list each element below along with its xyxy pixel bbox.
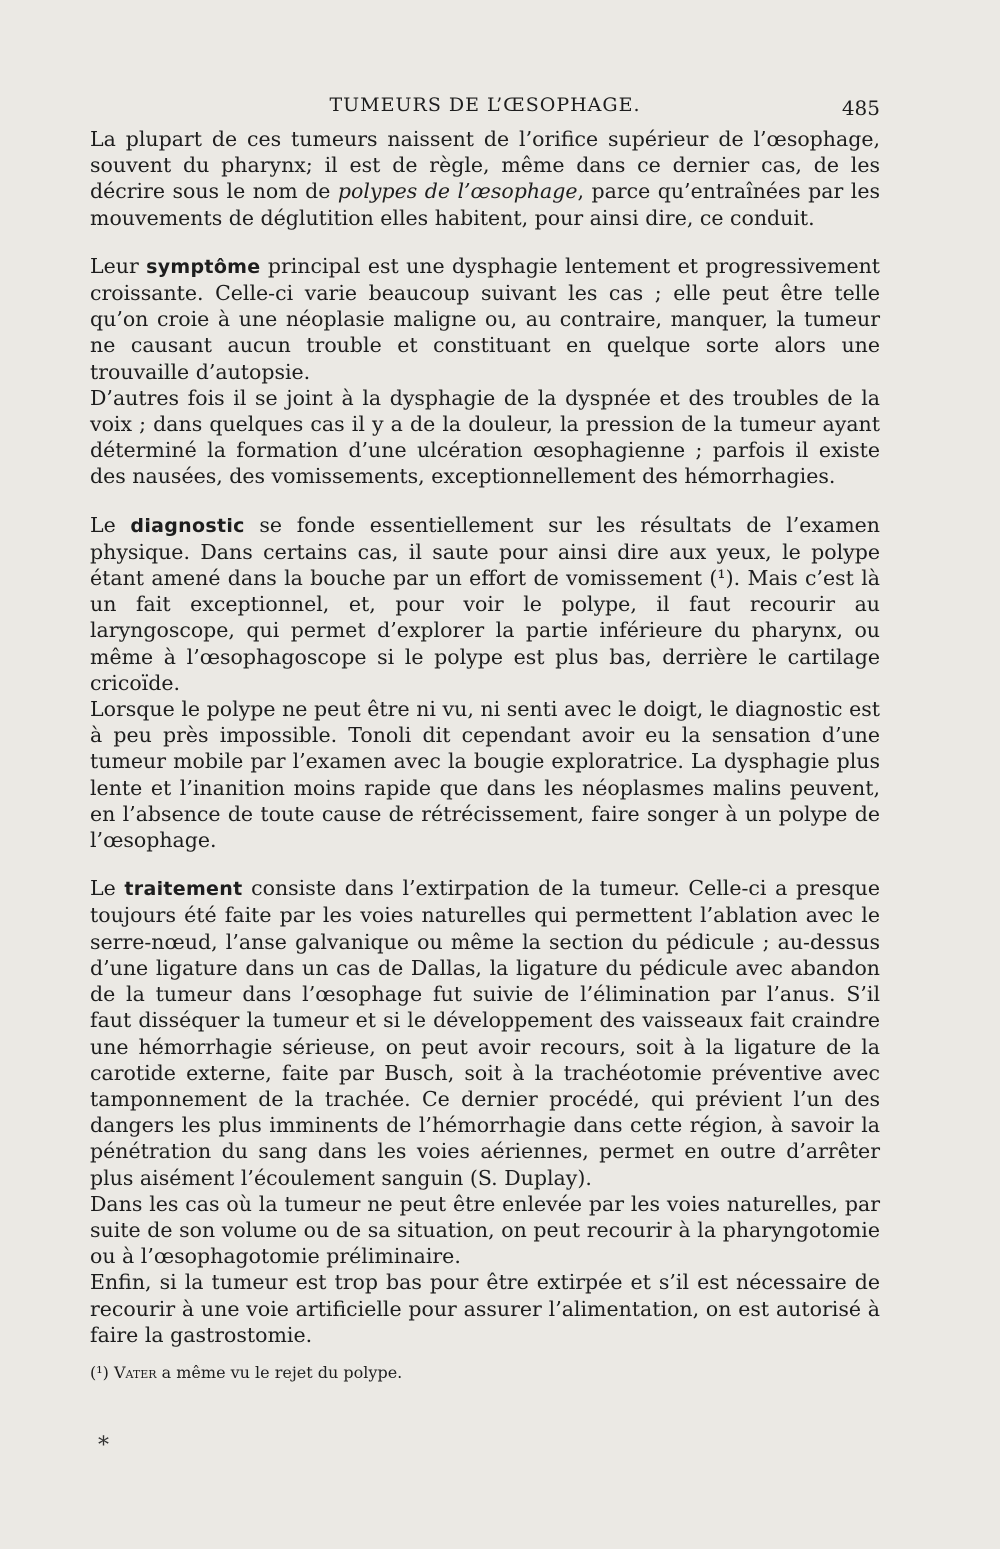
paragraph-4: [90, 512, 880, 696]
p1-italic-term: polypes de l’œsophage: [337, 179, 578, 204]
paragraph-2: [90, 253, 880, 385]
footnote-ref: (¹): [709, 566, 734, 591]
paragraph-3: D’autres fois il se joint à la dysphagie de la dyspnée et des troubles de la voix ; dans quelques cas il y a de la douleur, la pression de la tumeur ayant déterminé la formation d’une ulcération œsophagienne ; parfois il existe des nausées, des vomissements, exceptionnellement des hémorrhagies.: [90, 385, 880, 489]
paragraph-1: [90, 126, 880, 231]
body-text: [90, 126, 880, 1384]
lead-word-traitement: traitement: [124, 878, 243, 901]
running-title: TUMEURS DE L’ŒSOPHAGE.: [329, 94, 641, 116]
footnote-author: Vater: [114, 1362, 157, 1382]
footnote-text: a même vu le rejet du polype.: [156, 1362, 403, 1382]
paragraph-6: [90, 875, 880, 1190]
paragraph-7: Dans les cas où la tumeur ne peut être enlevée par les voies naturelles, par suite de son volume ou de sa situation, on peut recourir à la pharyngotomie ou à l’œsophagotomie préliminaire.: [90, 1191, 880, 1269]
paragraph-8: Enfin, si la tumeur est trop bas pour être extirpée et s’il est nécessaire de recourir à une voie artificielle pour assurer l’alimentation, on est autorisé à faire la gastrostomie.: [90, 1270, 880, 1347]
paragraph-5: Lorsque le polype ne peut être ni vu, ni senti avec le doigt, le diagnostic est à peu près impossible. Tonoli dit cependant avoir eu la sensation d’une tumeur mobile par l’examen avec la bougie exploratrice. La dysphagie plus lente et l’inanition moins rapide que dans les néoplasmes malins peuvent, en l’absence de toute cause de rétrécissement, faire songer à un polype de l’œsophage.: [90, 697, 880, 853]
p2-text-b: principal est une dysphagie lentement et progressivement croissante. Celle-ci varie beaucoup suivant les cas ; elle peut être telle qu’on croie à une néoplasie maligne ou, au contraire, manquer, la tumeur ne causant aucun trouble et constituant en quelque sorte alors une trouvaille d’autopsie.: [90, 253, 881, 384]
p1-text-b: , parce qu’entraînées par les mouvements de déglutition elles habitent, pour ainsi dire, ce conduit.: [90, 179, 881, 230]
page-number: 485: [841, 96, 880, 120]
p1-text-a: La plupart de ces tumeurs naissent de l’orifice supérieur de l’œsophage, souvent du pharynx; il est de règle, même dans ce dernier cas, de les décrire sous le nom de: [90, 127, 880, 204]
lead-word-symptome: symptôme: [146, 255, 261, 278]
p4-text-a: Le: [90, 512, 131, 537]
printer-mark: ⁎: [98, 1426, 109, 1451]
p2-text-a: Leur: [90, 253, 147, 278]
p6-text-a: Le: [90, 876, 125, 901]
page-header: [90, 94, 880, 124]
p4-text-b: se fonde essentiellement sur les résultats de l’examen physique. Dans certains cas, il saute pour ainsi dire aux yeux, le polype étant amené dans la bouche par un effort de vomissement: [90, 512, 880, 591]
p4-text-c: . Mais c’est là un fait exceptionnel, et, pour voir le polype, il faut recourir au laryngoscope, qui permet d’explorer la partie inférieure du pharynx, ou même à l’œsophagoscope si le polype est plus bas, derrière le cartilage cricoïde.: [90, 566, 880, 695]
lead-word-diagnostic: diagnostic: [130, 514, 245, 537]
p6-text-b: consiste dans l’extirpation de la tumeur. Celle-ci a presque toujours été faite par les voies naturelles qui permettent l’ablation avec le serre-nœud, l’anse galvanique ou même la section du pédicule ; au-dessus d’une ligature dans un cas de Dallas, la ligature du pédicule avec abandon de la tumeur dans l’œsophage fut suivie de l’élimination par l’anus. S’il faut disséquer la tumeur et si le développement des vaisseaux fait craindre une hémorrhagie sérieuse, on peut avoir recours, soit à la ligature de la carotide externe, faite par Busch, soit à la trachéotomie préventive avec tamponnement de la trachée. Ce dernier procédé, qui prévient l’un des dangers les plus imminents de l’hémorrhagie dans cette région, à savoir la pénétration du sang dans les voies aériennes, permet en outre d’arrêter plus aisément l’écoulement sanguin (S. Duplay).: [90, 876, 881, 1190]
footnote-mark: (¹): [90, 1362, 109, 1382]
footnote: [90, 1362, 880, 1384]
